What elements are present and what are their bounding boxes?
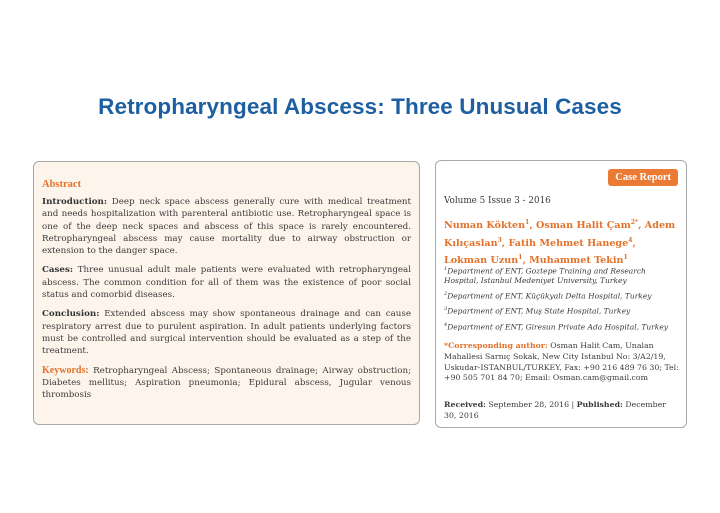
corresponding-author-details: Osman Halit Cam, Unalan Mahallesi Sarnıç Sokak, New City Istanbul No: 3/A2/19, Uskudar-ISTANBUL/TURKEY, Fax: +90 216 489 76 30; Tel: +90 505 701 84 70; Email: Osman.cam@gmail.com [444,341,679,383]
conclusion-text: Extended abscess may show spontaneous drainage and can cause respiratory arrest due to purulent aspiration. In adult patients underlying factors must be controlled and surgical intervention should be evaluated as a step of the treatment. [42,309,411,357]
author-name: Numan Kökten [444,220,526,232]
paper-title: Retropharyngeal Abscess: Three Unusual Cases [98,94,622,119]
conclusion-label: Conclusion: [42,309,100,320]
affiliation-mark: 4 [444,321,448,328]
author-affiliation-mark: 3 [497,236,502,244]
author-name: Fatih Mehmet Hanege [508,237,629,249]
author-affiliation-mark: 1 [623,254,628,262]
author-affiliation-mark: 1 [518,254,523,262]
author-affiliation-mark: 4 [628,236,633,244]
affiliation-mark: 3 [444,306,448,313]
affiliation-text: Department of ENT, Giresun Private Ada Hospital, Turkey [447,322,669,332]
affiliation-item [444,305,680,316]
author-list: Numan Kökten$^1$, Osman Halit Çam$^{2*}$, Adem Kılıçaslan$^3$, Fatih Mehmet Hanege$^4$, Lokman Uzun$^1$, Muhammet Tekin$^1$ [444,219,676,267]
published-date: December 30, 2016 [444,400,666,420]
introduction-text: Deep neck space abscess generally cure with medical treatment and needs hospitalization with parenteral antibiotic use. Retropharyngeal space is one of the deep neck spaces and abscess of this space is rarely encountered. Retropharyngeal abscess may cause mortality due to airway obstruction or extension to the danger space. [42,197,411,257]
author-name: Adem Kılıçaslan [444,220,676,249]
author-name: Muhammet Tekin [529,255,624,267]
affiliation-item [444,321,680,332]
cases-text: Three unusual adult male patients were evaluated with retropharyngeal abscess. The common condition for all of them was the existence of poor social status and comorbid diseases. [42,265,411,301]
author-name: Lokman Uzun [444,255,519,267]
keywords-text: Retropharyngeal Abscess; Spontaneous drainage; Airway obstruction; Diabetes mellitus; Aspiration pneumonia; Epidural abscess, Jugular venous thrombosis [42,365,411,401]
volume-issue: Volume 5 Issue 3 - 2016 [444,196,551,206]
abstract-introduction [42,196,411,257]
abstract-conclusion [42,308,411,357]
cases-label: Cases: [42,265,74,276]
published-label: Published: [576,400,623,409]
publication-dates [444,399,680,421]
introduction-label: Introduction: [42,197,108,207]
corresponding-author-label: *Corresponding author: [444,341,548,350]
corresponding-author [444,341,680,384]
affiliation-text: Department of ENT, Küçükyalı Delta Hospital, Turkey [447,291,652,301]
abstract-box [33,161,420,425]
affiliation-text: Department of ENT, Muş State Hospital, Turkey [447,306,631,316]
received-label: Received: [444,400,486,409]
affiliation-text: Department of ENT, Goztepe Training and Research Hospital, Istanbul Medeniyet University, Turkey [444,266,646,286]
author-name: Osman Halit Çam [536,220,631,232]
case-report-badge: Case Report [608,169,678,186]
affiliation-mark: 1 [444,266,448,272]
affiliation-mark: 2 [444,291,448,298]
article-info-box [435,160,687,428]
affiliation-item [444,290,680,301]
abstract-heading: Abstract [42,179,82,190]
date-separator: | [569,400,577,409]
received-date: September 28, 2016 [485,400,570,409]
author-affiliation-mark: 2* [630,219,639,226]
affiliation-list [444,265,680,336]
abstract-cases [42,264,411,301]
author-affiliation-mark: 1 [525,219,530,226]
abstract-keywords [42,365,411,402]
affiliation-item [444,265,680,286]
keywords-label: Keywords: [42,364,89,376]
